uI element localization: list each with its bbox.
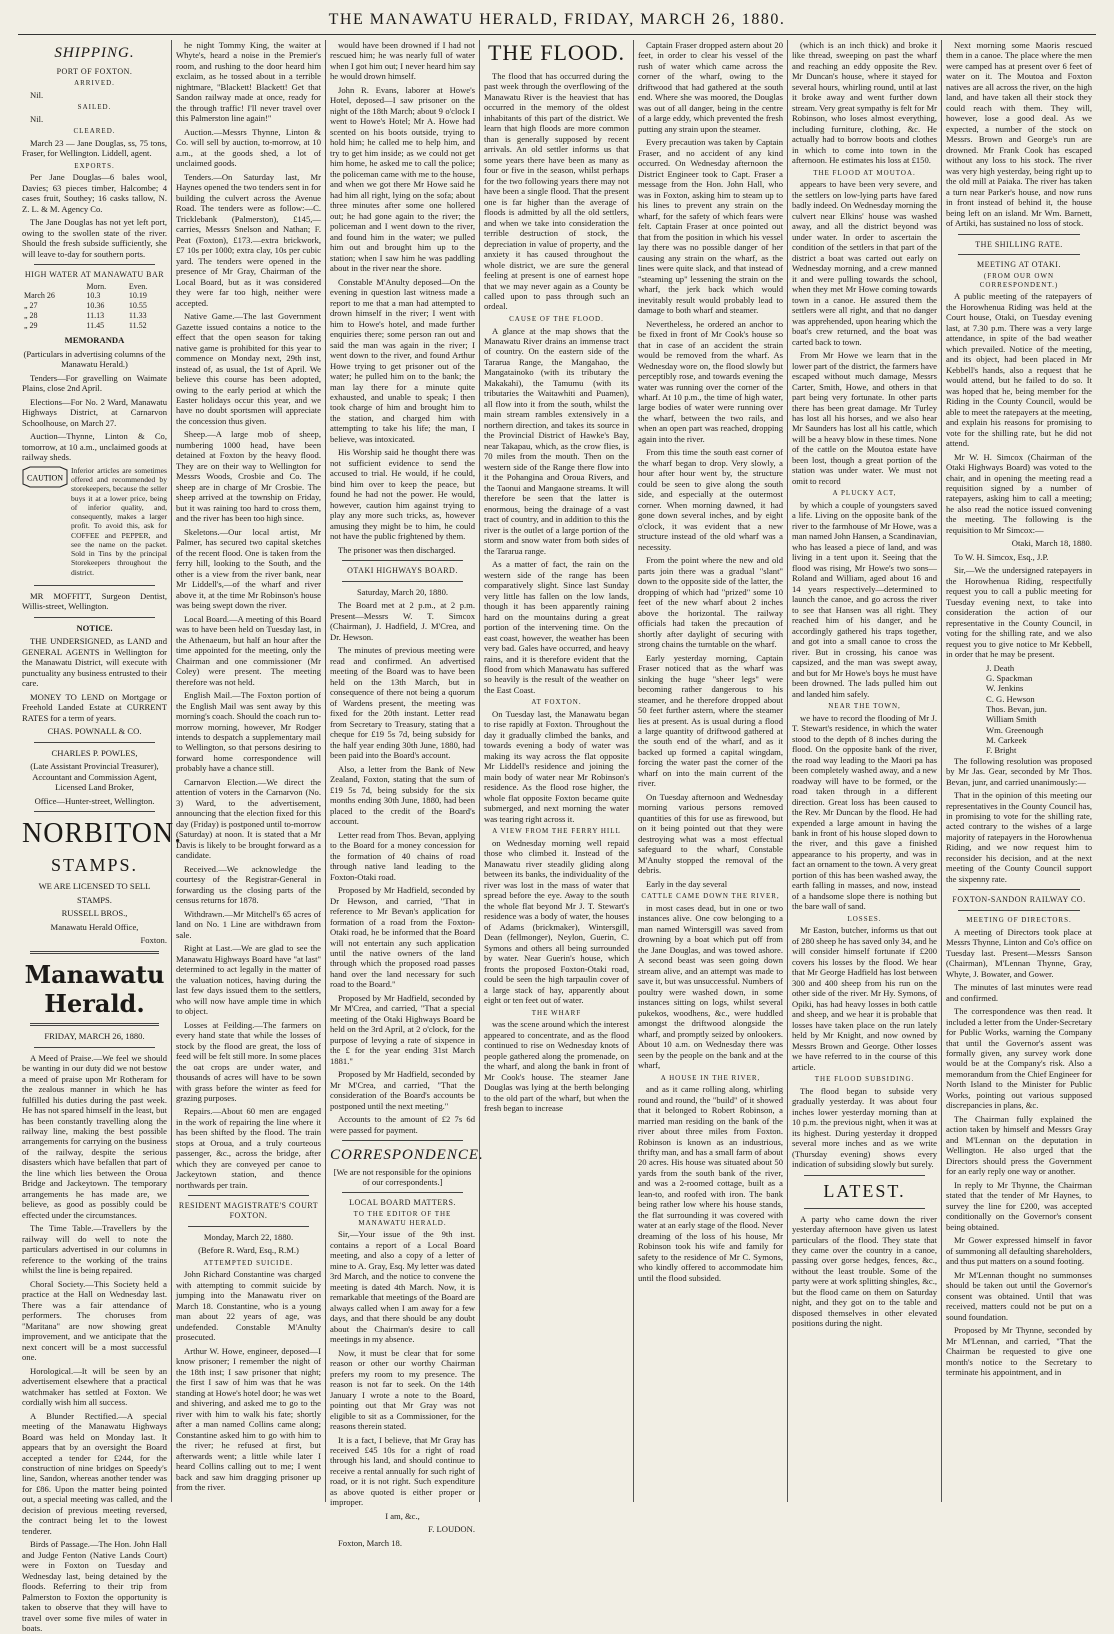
otaki-para: Proposed by Mr Hadfield, seconded by Mr M'Crea, and carried, "That the consideration of the Board's accounts be postponed until the next meeting." [330, 1069, 475, 1111]
shilling-para: The following resolution was proposed by Mr Jas. Gear, seconded by Mr Thos. Bevan, junr, and carried unanimously:— [946, 755, 1092, 787]
wharf-continued: Captain Fraser dropped astern about 20 feet, in order to clear his vessel of the rush of water which came across the corner of the wharf, owing to the driftwood that had gathered at the south end. Where she was moored, the Douglas was out of all danger, being in the centre of a large eddy, which prevented the fresh putting any strain upon the steamer. [638, 40, 783, 134]
otaki-para: Also, a letter from the Bank of New Zealand, Foxton, stating that the sum of £19 5s 7d, being subsidy for the six months ending 30th June, 1880, had been placed to the credit of the Board's account. [330, 763, 475, 827]
letter-sign: I am, &c., [385, 1510, 420, 1521]
railway-para: In reply to Mr Thynne, the Chairman stated that the tender of Mr Haynes, to survey the line for £200, was accepted conditionally on the Governor's consent being obtained. [946, 1179, 1092, 1232]
cleared-heading: CLEARED. [73, 127, 116, 136]
article-carnarvon: Carnarvon Election.—We direct the attention of voters in the Carnarvon (No. 3) Ward, to the advertisement, announcing that the election fixed for this day (Friday) is postponed until to-morrow (Saturday) at noon. It is stated that a Mr Davis is likely to be brought forward as a candidate. [176, 776, 321, 861]
powles-name: CHARLES P. POWLES, [51, 747, 138, 758]
court-title: RESIDENT MAGISTRATE'S COURT FOXTON. [178, 1201, 319, 1221]
caution-ad [22, 466, 167, 580]
latest-heading: LATEST. [823, 1180, 906, 1201]
divider [34, 742, 155, 743]
tide-row [22, 321, 167, 331]
otaki-board-date: Saturday, March 20, 1880. [356, 587, 449, 597]
signatory: F. Bright [986, 745, 1017, 756]
flood-title: THE FLOOD. [487, 40, 626, 65]
signatory-list [946, 663, 1092, 756]
tide-row [22, 291, 167, 301]
tide-header-cell: Even. [128, 281, 148, 291]
railway-para: A meeting of Directors took place at Messrs Thynne, Linton and Co's office on Tuesday last. Present—Messrs Sanson (Chairman), M'Lennan Thynne, Gray, Whyte, J. Bowater, and Gower. [946, 926, 1092, 979]
tide-row [22, 301, 167, 311]
herald-office: Manawatu Herald Office, [50, 921, 139, 932]
subsiding-para: The flood began to subside very gradually yesterday. It was about four inches lower yesterday morning than at 10 p.m. the previous night, when it was at its highest. During yesterday it dropped several more inches and as we write (Thursday evening) shows every indication of subsiding slowly but surely. [792, 1085, 937, 1170]
court-before: (Before R. Ward, Esq., R.M.) [198, 1245, 299, 1256]
arrived-heading: ARRIVED. [74, 79, 115, 88]
letter-place: Foxton, March 18. [338, 1537, 402, 1548]
russell-bros: RUSSELL BROS., [61, 908, 128, 919]
caution-label: CAUTION [27, 473, 63, 483]
railway-para: Proposed by Mr Thynne, seconded by Mr M'Lennan, and carried, "That the Chairman be requested to give one month's notice to the Secretary to terminate his appointment, and in [946, 1325, 1092, 1378]
divider [958, 910, 1080, 911]
court-evans: John R. Evans, laborer at Howe's Hotel, deposed—I saw prisoner on the night of the 18th March; about 9 o'clock I went to Howe's Hotel; Mr A. Howe had scented on his boots outside, trying to hold him; he called me to help him, and try to get him inside; as we could not get him home, he asked me to call the police; the policeman came with me to the house, and when we got there Mr Howe said he had him all right, lying on the sofa; about three minutes after some one hollered out; he had gone again to the river; the policeman and I went down to the river, and found him in the water; we pulled him out and brought him up to the station; when I saw him he was paddling about in the river near the shore. [330, 84, 475, 274]
wharf-para: Every precaution was taken by Captain Fraser, and no accident of any kind occurred. On Wednesday afternoon the District Engineer took to Capt. Fraser a message from the Hon. John Hall, who was in Foxton, asking him to steam up to his lines to prevent any strain on the wharf, for the safety of which fears were felt. Captain Fraser at once pointed out that from the position in which his vessel lay there was no possible danger of her causing any strain on the wharf, as the lines were quite slack, and that instead of "steaming up" lessening the strain on the wharf, the jerk back which would inevitably result would probably lead to damage to both wharf and steamer. [638, 137, 783, 316]
court-date: Monday, March 22, 1880. [203, 1231, 294, 1242]
cattle-heading: CATTLE CAME DOWN THE RIVER, [641, 892, 780, 901]
town-para: we have to record the flooding of Mr J. T. Stewart's residence, in which the water stood to the depth of 8 inches during the flood. On the opposite bank of the river, the road way leading to the Maori pa has been completely washed away, and a new roadway will have to be formed, or the road taken through in a different direction. Great loss has been caused to the Rev. Mr Duncan by the flood. He had expended a large amount in having the bank in front of his house sloped down to the river, and this gave a finished appearance to his property, and was in fact an ornament to the town. A very great portion of this has been washed away, the earth falling in masses, and now, instead of a handsome slope there is nothing but the bare wall of sand. [792, 712, 937, 912]
tide-header-row [22, 282, 167, 292]
requisition-to: To W. H. Simcox, Esq., J.P. [954, 551, 1049, 562]
requisition-date: Otaki, March 18, 1880. [1011, 538, 1092, 549]
divider [958, 889, 1080, 890]
signatory: Thos. Bevan, jun. [986, 704, 1047, 714]
plucky-para: by which a couple of youngsters saved a life. Living on the opposite bank of the river to the farmhouse of Mr Howe, was a man named John Hansen, a Scandinavian, who has leased a piece of land, and was living in a tent upon it. Seeing that the flood was rising, Mr Howe's two sons—Roland and William, aged about 16 and 14 years respectively—determined to launch the canoe, and go across the river to see that Hansen was all right. They reached him of his danger, and he accordingly gathered his traps together, and got into a small canoe to cross the river. But in crossing, his canoe was capsized, and the man was swept away, and but for Mr Howe's boys he must have been drowned. The lads pulled him out and landed him safely. [792, 499, 937, 699]
house-heading: A HOUSE IN THE RIVER, [660, 1073, 761, 1082]
letter-para: Now, it must be clear that for some reason or other our worthy Chairman prefers my room to my presence. The reason is not far to seek. On the 14th January I wrote a note to the Board, pointing out that Mr Gray was not eligible to sit as a Commissioner, for the reasons therein stated. [330, 1347, 475, 1432]
cause-para: A glance at the map shows that the Manawatu River drains an immense tract of country. On the eastern side of the Tararua Range, the Mangahao, the Mangatainoko (with its tributary the Makakahi), the Tamumu (with its tributaries the Waitawhiti and Puamen), all flow into it from the south, whilst the main stream rambles extensively in a northern direction, and takes its source in the Provincial District of Hawke's Bay, near Takapau, which, as the crow flies, is 70 miles from the mouth. Then on the western side of the Range there flow into it the Pohangina and Oroua Rivers, and the Taonui and Mangaone streams. It will therefore be seen that the latter is enormous, being the drainage of a vast tract of country, and in addition to this the river is the outlet of a large portion of the storm and snow water from both sides of the Tararua range. [484, 325, 629, 556]
tide-morn: 10.36 [86, 301, 105, 311]
foxton-heading: AT FOXTON. [531, 698, 582, 707]
article-english-mail: English Mail.—The Foxton portion of the English Mail was sent away by this morning's coach. Should the coach run to-morrow morning, however, Mr Rodger intends to despatch a supplementary mail to Wellington, so that persons desiring to forward home correspondence will probably have a chance still. [176, 690, 321, 774]
arrived-nil: Nil. [30, 89, 44, 100]
article-praise: A Meed of Praise.—We feel we should be wanting in our duty did we not bestow a meed of praise upon Mr Rotheram for the zealous manner in which he has fulfilled his duties during the past week. He has not spared himself in the least, but has been constantly travelling along the railway line, making the best possible arrangements for carrying on the business of the railway, despite the serious disasters which have befallen that part of the line which lies between the Oroua Bridge and Jackeytown. The temporary arrangements he has made are, we believe, as good as possibly could be effected under the circumstances. [22, 1052, 167, 1220]
own-correspondent: (FROM OUR OWN CORRESPONDENT.) [979, 272, 1059, 289]
foxton-sign: Foxton. [140, 935, 167, 946]
caution-banner-icon [22, 466, 68, 488]
memoranda-sub: (Particulars in advertising columns of the Manawatu Herald.) [23, 348, 166, 370]
norbiton-heading: NORBITON. [22, 818, 183, 850]
cause-heading: CAUSE OF THE FLOOD. [509, 314, 604, 323]
exports-heading: EXPORTS. [74, 161, 115, 170]
cattle-para: in most cases dead, but in one or two instances alive. One cow belonging to a man named Wintersgill was saved from drowning by a boat which put off from the Jane Douglas, and was towed ashore. A second beast was seen going down stream alive, and an attempt was made to save it, but was unsuccessful. Numbers of poultry were washed down, in some instances sitting on logs, whilst several pukekos, woodhens, &c., were huddled amongst the driftwood alongside the wharf, and promptly seized by onlookers. About 10 a.m. on Wednesday there was seen by the people on the bank and at the wharf, [638, 902, 783, 1071]
letter-para: Sir,—Your issue of the 9th inst. contains a report of a Local Board meeting, and also a copy of a letter of mine to A. Gray, Esq. My letter was dated 3rd March, and the notice to convene the meeting is dated 4th March. Now, it is remarkable that meetings of the Board are always called when I am away for a few days, and that there should be any doubt about the Chairman's desire to call meetings in my absence. [330, 1229, 475, 1345]
moutoa-heading: THE FLOOD AT MOUTOA. [813, 168, 916, 177]
article-native-game: Native Game.—The last Government Gazette issued contains a notice to the effect that the open season for taking native game is prohibited for this year to commence on Monday next, 29th inst, instead of, as usual, the 1st of April. We believe this course has been adopted, owing to the early period at which the Easter holidays occur this year, and we have no doubt sportsmen will appreciate the concession thus given. [176, 311, 321, 426]
article-received: Received.—We acknowledge the courtesy of the Registrar-General in forwarding us the closing parts of the census returns for 1878. [176, 863, 321, 906]
divider [958, 234, 1080, 235]
tide-header-cell [22, 282, 84, 292]
divider [342, 1192, 463, 1193]
notice-text: THE UNDERSIGNED, as LAND and GENERAL AGENTS in Wellington for the Manawatu District, will execute with punctuality any business entrusted to their care. [22, 636, 167, 689]
dateline: FRIDAY, MARCH 26, 1880. [44, 1031, 145, 1042]
town-heading: NEAR THE TOWN, [828, 702, 901, 711]
column-5 [634, 40, 788, 1502]
column-7 [942, 40, 1096, 1502]
signatory: J. Death [986, 662, 1015, 673]
suicide-para-2: Arthur W. Howe, engineer, deposed—I know prisoner; I remember the night of the 18th inst; I saw prisoner that night; the first I saw of him was that he was standing at Howe's hotel door; he was wet and shivering, and asked me to go to the river with him to walk his fate; shortly after a man named Collins came along; Constantine asked him to go with him to the river; he refused at first, but afterwards went; a little while later I heard Collins calling out to me; I went back and saw him dragging prisoner up from the river. [176, 1345, 321, 1493]
column-3 [326, 40, 484, 1548]
ferry-heading: A VIEW FROM THE FERRY HILL [492, 827, 621, 836]
divider [34, 585, 155, 586]
divider [342, 581, 463, 582]
signatory: Wm. Greenough [986, 724, 1044, 735]
article-repairs: Repairs.—About 60 men are engaged in the work of repairing the line where it has been shifted by the flood. The train stops at Oroua, and a truly courteous passenger, &c., across the bridge, after which they are conveyed per canoe to Jackeytown station, and thence northwards per train. [176, 1106, 321, 1190]
moutoa-para: From Mr Howe we learn that in the lower part of the district, the farmers have escaped without much damage, Messrs Carter, Smith, Howe, and others in that part being very fortunate. In other parts there has been great damage. Mr Turley has lost all his horses, and we also hear Mr Saunders has lost all his cattle, which will be a heavy blow in these times. None of the cattle on the Moutoa estate have been lost, though a great portion of the station was under water. We must not omit to record [792, 350, 937, 486]
shilling-rate-title: THE SHILLING RATE. [975, 239, 1063, 249]
signatory: William Smith [986, 714, 1037, 725]
divider [34, 264, 155, 265]
latest-continued: Next morning some Maoris rescued them in a canoe. The place where the men were camped has at present over 6 feet of water on it. The Moutoa and Foxton natives are all across the river, on the high land, and have taken all their stock they could reach with them. They will, however, lose a good deal. As we expected, a number of the stock on Messrs. Brown and George's run are drowned. Mr Frank Cook has escaped without any loss to his stock. The river was very high yesterday, being right up to the old mill at Paiaka. The river has taken a turn near Parker's house, and now runs in front instead of behind it, the house being left on an island. Mr Wm. Barnett, of Artiki, has sustained no loss of stock. [946, 40, 1092, 229]
article-horological: Horological.—It will be seen by an advertisement elsewhere that a practical watchmaker has settled at Foxton. We cordially wish him all success. [22, 1365, 167, 1408]
article-tenders: Tenders.—On Saturday last, Mr Haynes opened the two tenders sent in for building the culvert across the Avenue Road. The tenders were as follow:—C. Tricklebank (Palmerston), £145,—carries, Messrs Snelson and Nathan; F. Peat (Foxton), £173.—extra brickwork, £7 10s per 1000; extra clay, 10s per cubic yard. The tenders were opened in the presence of Mr Gray, Chairman of the Local Board, but as it was considered they were far too high, neither were accepted. [176, 171, 321, 308]
divider [188, 1226, 309, 1227]
shilling-para: Mr W. H. Simcox (Chairman of the Otaki Highways Board) was voted to the chair, and in opening the meeting read a requisition signed by a number of ratepayers, asking him to call a meeting; he also read the notice issued convening the meeting. The following is the requisition to Mr Simcox:— [946, 451, 1092, 535]
ferry-para: on Wednesday morning well repaid those who climbed it. Instead of the Manawatu river steadily gliding along between its banks, the individuality of the river was lost in the mass of water that spread before the eye. Away to the south the whole flat beyond Mr J. T. Stewart's residence was a body of water, the houses of Adams (brickmaker), Wintersgill, Dean (fellmonger), Neylon, Guerin, C. Symons and others all being surrounded by water. Near Guerin's house, which fronts the proposed Foxton-Otaki road, could be seen the high tarpaulin cover of a large stack of hay, apparently about eight or ten feet out of water. [484, 837, 629, 1006]
divider [34, 811, 155, 812]
railway-para: Mr Gower expressed himself in favor of summoning all defaulting shareholders, and thus put matters on a sound footing. [946, 1235, 1092, 1267]
correspondence-note: [We are not responsible for the opinions of our correspondents.] [333, 1166, 472, 1187]
memo-auction: Auction—Thynne, Linton & Co, tomorrow, at 10 a.m., unclaimed goods at railway sheds. [22, 431, 167, 463]
wharf-para: From the point where the new and old parts join there was a gradual "slant" down to the opposite side of the latter, the dropping of which had "prized" some 10 feet of the new wharf about 2 inches above the horizontal. The railway officials had taken the precaution of shortly after daylight of securing with strong chains the turntable on the wharf. [638, 555, 783, 650]
wharf-para: From this time the south east corner of the wharf began to drop. Very slowly, a hour after hour went by, the structure could be seen to give along the south side, and especially at the outermost corner. When morning dawned, it had gone down several inches, and by eight o'clock, it was evident that a new structure instead of the old wharf was a necessity. [638, 447, 783, 552]
letter-para: It is a fact, I believe, that Mr Gray has received £45 10s for a right of road through his land, and should continue to receive a rental annually for such right of road, or it is not right. Such expenditure as above quoted is either proper or improper. [330, 1434, 475, 1508]
article-premier: he night Tommy King, the waiter at Whyte's, heard a noise in the Premier's room, and rushing to the door heard him exclaim, as he tossed about in a terrible nightmare, "Blackett! Blackett! Get that Sandon railway made at once, ready for the through traffic! I'll never travel over this Palmerston line again!" [176, 40, 321, 124]
stamps-heading: STAMPS. [50, 855, 139, 876]
tide-date: „ 29 [24, 320, 38, 330]
otaki-para: The Board met at 2 p.m., at 2 p.m. Present—Messrs W. T. Simcox (Chairman), J. Hadfield, J. M'Crea, and Dr. Hewson. [330, 600, 475, 642]
stamps-sub: STAMPS. [77, 894, 112, 905]
moffitt-ad: MR MOFFITT, Surgeon Dentist, Willis-street, Wellington. [22, 590, 167, 612]
letter-title: LOCAL BOARD MATTERS. [349, 1198, 456, 1208]
otaki-para: Proposed by Mr Hadfield, seconded by Mr M'Crea, and carried, "That a special meeting of the Otaki Highways Board be held on the 3rd April, at 2 o'clock, for the purpose of levying a rate of sixpence in the £ for the year ending 31st March 1881." [330, 992, 475, 1066]
moutoa-para: appears to have been very severe, and the settlers on low-lying parts have fared badly indeed. On Wednesday morning the culvert near Elkins' house was washed away, and all the district beyond was under water. In order to ascertain the condition of the settlers in that part of the district a boat was carted out early on Wednesday morning, and a crew manned it and were pulling towards the school, when they met Mr Howe coming towards town in a canoe. He assured them the settlers were all right, and that no danger was apprehended, upon hearing which the boat's crew returned, and the boat was carted back to town. [792, 179, 937, 347]
article-skeletons: Skeletons.—Our local artist, Mr Palmer, has secured two capital sketches of the recent flood. One is taken from the ferry hill, looking to the South, and the other is a view from the river bank, near Mr Liddell's,—of the wharf and river above it, at the time Mr Robinson's house was being swept down the river. [176, 526, 321, 611]
house-continued: (which is an inch thick) and broke it like thread, sweeping on past the wharf and reaching an eddy opposite the Rev. Mr Duncan's house, where it stayed for several hours, whirling round, until at last it broke away and went further down stream. Very great sympathy is felt for Mr Robinson, who loses almost everything, including furniture, clothing, &c. He actually had to borrow boots and clothes in which to come into town in the afternoon. He estimates his loss at £150. [792, 40, 937, 166]
otaki-para: Accounts to the amount of £2 7s 6d were passed for payment. [330, 1114, 475, 1135]
cause-para: As a matter of fact, the rain on the western side of the range has been comparatively slight. Since last Sunday very little has fallen on the low lands, though it has been apparently raining hard on the mountains during a great portion of the intervening time. On the east coast, however, the weather has been very bad. Gales have occurred, and heavy rains, and it is therefore evident that the flood from which Manawatu has suffered so heavily is the result of the weather on the East Coast. [484, 559, 629, 695]
divider [30, 951, 159, 954]
shilling-resolution: That in the opinion of this meeting our representatives in the County Council has, in promising to vote for the shilling rate, acted contrary to the wishes of a large majority of ratepayers in the Horowhenua Riding, and we now request him to reconsider his decision, and at the next meeting of the County Council support the sixpenny rate. [946, 790, 1092, 884]
court-discharged: The prisoner was then discharged. [338, 544, 456, 555]
column-4 [480, 40, 634, 1502]
sailed-nil: Nil. [30, 113, 44, 124]
shipping-title: SHIPPING. [54, 45, 135, 61]
subsiding-heading: THE FLOOD SUBSIDING. [814, 1075, 915, 1084]
article-losses: Losses at Feilding.—The farmers on every hand state that while the losses of stock by the flood are great, the loss of feed will be felt still more. In some places the oat crops are under water, and thousands of acres will have to be sown with grass before the winter as feed for grazing purposes. [176, 1019, 321, 1103]
licensed-text: WE ARE LICENSED TO SELL [38, 881, 151, 892]
signatory: W. Jenkins [986, 683, 1024, 694]
newspaper-flag: Manawatu Herald. [24, 959, 165, 1018]
court-worship: His Worship said he thought there was not sufficient evidence to send the accused to trial. He would, if he could, bind him over to keep the peace, but found he had not the power. He would, however, caution him against trying to play any more such tricks, as, however amusing they might be to him, he could not have the public frightened by them. [330, 447, 475, 542]
article-time-table: The Time Table.—Travellers by the railway will do well to note the particulars advertised in our columns in reference to the working of the trains whilst the line is being repaired. [22, 1223, 167, 1276]
divider [804, 1175, 925, 1176]
plucky-heading: A PLUCKY ACT, [832, 489, 897, 498]
otaki-para: Proposed by Mr Hadfield, seconded by Dr Hewson, and carried, "That in reference to Mr Bevan's application for formation of a road from the Foxton-Otaki road, he be informed that the Board will not entertain any such application until the native owners of the land through which the proposed road passes hand over the land necessary for such road to the Board." [330, 885, 475, 990]
divider [804, 1208, 925, 1209]
tide-even: 10.55 [128, 301, 147, 311]
signatory: M. Carkeek [986, 734, 1027, 745]
memo-elections: Elections—For No. 2 Ward, Manawatu Highways District, at Carnarvon Schoolhouse, on March 27. [22, 396, 167, 428]
signatory: C. G. Hewson [986, 693, 1035, 704]
exports-text: Per Jane Douglas—6 bales wool, Davies; 63 pieces timber, Halcombe; 4 cases fruit, Southey; 16 casks tallow, N. Z. L. & M. Agency Co. [22, 172, 167, 214]
caution-text: Inferior articles are sometimes offered and recommended by storekeepers, because the seller buys it at a lower price, being of inferior quality, and, consequently, makes a larger profit. To avoid this, ask for COFFEE and PEPPER, and see the name on the packet. Sold in Tins by the principal Storekeepers throughout the district. [71, 465, 167, 577]
divider [342, 1140, 463, 1141]
powles-sub: (Late Assistant Provincial Treasurer), Accountant and Commission Agent, Licensed Land Broker, [30, 761, 159, 793]
article-auction: Auction.—Messrs Thynne, Linton & Co. will sell by auction, to-morrow, at 10 a.m., at the goods shed, a lot of unclaimed goods. [176, 126, 321, 169]
suicide-para-1: John Richard Constantine was charged with attempting to commit suicide by jumping into the Manawatu river on March 18. Constantine, who is a young man about 22 years of age, was undefended. Constable M'Anulty prosecuted. [176, 1269, 321, 1343]
flood-intro: The flood that has occurred during the past week through the overflowing of the Manawatu River is the heaviest that has occurred in the memory of the oldest inhabitants of this part of the district. We learn that high floods are more common than is generally supposed by recent arrivals. An old settler informs us that some years there have been as many as four or five in the season, whilst perhaps for the two following years there may not have been a single flood. That the present one is far higher than the average of floods is admitted by all the old settlers, and when we take into consideration the terrible destruction of stock, the depreciation in value of property, and the anxiety it has caused throughout the whole district, we are sure the general feeling at present is one of earnest hope that we may never again as a County be called upon to pass through such an ordeal. [484, 70, 629, 312]
divider [34, 1047, 155, 1048]
otaki-meeting-heading: MEETING AT OTAKI. [977, 260, 1061, 270]
notice-title: NOTICE. [76, 622, 113, 633]
divider [188, 1195, 309, 1196]
money-text: MONEY TO LEND on Mortgage or Freehold Landed Estate at CURRENT RATES for a term of years. [22, 691, 167, 723]
court-maculty: Constable M'Anulty deposed—On the evening in question last witness made a report to me that a man had attempted to drown himself in the river; I went with him to Howe's hotel, and made further enquiries there; some person ran out and said the man was again in the river; I went down to the river, and found Arthur Howe trying to get prisoner out of the water; he pulled him on to the bank; the man lay there for a minute quite exhausted, and unable to speak; I then took charge of him and brought him to the station, and charged him with attempting to take his life; the man, I believe, was intoxicated. [330, 276, 475, 444]
house-para: and as it came rolling along, whirling round and round, the "build" of it showed that it belonged to Robert Robinson, a married man residing on the bank of the river about three miles from Foxton. Robinson is known as an industrious, thrifty man, and has a small farm of about 20 acres. His house was situated about 50 yards from the south bank of the river, and was a 2-roomed cottage, built as a lean-to, and roofed with iron. The bank being rather low where his house stands, the flat surrounding it was covered with water at an early stage of the flood. Never dreaming of the loss of his house, Mr Robinson took his wife and family for safety to the residence of Mr C. Symons, who kindly offered to accommodate him until the flood subsided. [638, 1084, 783, 1283]
divider [958, 254, 1080, 255]
tide-even: 11.52 [128, 320, 147, 330]
otaki-board-title: OTAKI HIGHWAYS BOARD. [347, 566, 458, 576]
railway-para: Mr M'Lennan thought no summonses should be taken out until the Governor's consent was obtained. Until that was received, matters could not be put on a sound foundation. [946, 1269, 1092, 1322]
article-choral: Choral Society.—This Society held a practice at the Hall on Wednesday last. There was a fair attendance of performers. The choruses from "Maritana" are now showing great improvement, and we anticipate that the next concert will be a most successful one. [22, 1278, 167, 1363]
firm-name: CHAS. POWNALL & CO. [47, 726, 142, 737]
article-blunder: A Blunder Rectified.—A special meeting of the Manawatu Highways Board was held on Monday last. It appears that by an oversight the Board accepted a tender for £244, for the construction of nine bridges on Speedy's line, Sandon, whereas another tender was for £86. Upon the matter being pointed out, a special meeting was called, and the decision of previous meeting reversed, the contract being let to the lowest tenderer. [22, 1410, 167, 1536]
wharf-para: Nevertheless, he ordered an anchor to be fixed in front of Mr Cook's house so that in case of an accident the strain would be removed from the wharf. As Wednesday wore on, the flood slowly but perceptibly rose, and towards evening the water was running over the corner of the wharf. At 10 p.m., the time of high water, large bodies of water were running over the wharf, between the two rails, and when an open part was reached, dropping again into the river. [638, 318, 783, 444]
railway-para: The correspondence was then read. It included a letter from the Under-Secretary for Public Works, warning the Company that until the Governor's assent was formally given, any survey work done would be at the Company's risk. Also a memorandum from the Chief Engineer for North Island to the Minister for Public Works, pointing out various supposed discrepancies in plans, &c. [946, 1006, 1092, 1111]
otaki-para: The minutes of previous meeting were read and confirmed. An advertised meeting of the Board was to have been held on the 13th March, but in consequence of there not being a quorum of Wardens present, the meeting was fixed for the 20th instant. Letter read from Secretary to Treasury, stating that a cheque for £19 5s 7d, being subsidy for the half year ending 30th June, 1880, had been paid into the Board's account. [330, 645, 475, 761]
signatory: G. Spackman [986, 673, 1033, 684]
divider [30, 1023, 159, 1026]
column-2 [172, 40, 326, 1502]
court-case: ATTEMPTED SUICIDE. [203, 1258, 294, 1267]
tide-morn: 11.13 [86, 310, 105, 320]
wharf-para: was the scene around which the interest appeared to concentrate, and as the flood continued to rise on Wednesday knots of people gathered along the promenade, on the wharf, and along the bank in front of Mr Cook's house. The steamer Jane Douglas was lying at the berth belonging to the old part of the wharf, but when the fresh began to increase [484, 1019, 629, 1113]
railway-para: The Chairman fully explained the action taken by himself and Messrs Gray and M'Lennan on the deputation in Wellington. He also urged that the Directors should press the Government for an early reply one way or another. [946, 1113, 1092, 1177]
columns [18, 40, 1096, 1634]
losses-para: Mr Easton, butcher, informs us that out of 280 sheep he has saved only 34, and he will consider himself fortunate if £200 covers his losses by the flood. We hear that Mr George Hadfield has lost between 300 and 400 sheep from his run on the other side of the river. Mr Hy. Symons, of Opiki, has had heavy losses in both cattle and sheep, and we hear it is probable that losses have taken place on the run lately held by Mr Knight, and now owned by Messrs Brown and George. Other losses we have referred to in the course of this article. [792, 925, 937, 1072]
railway-title: FOXTON-SANDON RAILWAY CO. [952, 895, 1086, 905]
tide-date: „ 27 [24, 301, 38, 311]
court-continued: would have been drowned if I had not rescued him; he was nearly full of water when I got him out; I never heard him say he would drown himself. [330, 40, 475, 82]
sailed-heading: SAILED. [77, 103, 112, 112]
article-right-at-last: Right at Last.—We are glad to see the Manawatu Highways Board have "at last" determined to act legally in the matter of the valuation notices, having during the last few days issued them to the settlers, who will now have ample time in which to object. [176, 943, 321, 1017]
article-withdrawn: Withdrawn.—Mr Mitchell's 65 acres of land on No. 1 Line are withdrawn from sale. [176, 908, 321, 940]
column-6 [788, 40, 942, 1502]
cleared-text: March 23 — Jane Douglas, ss, 75 tons, Fraser, for Wellington. Liddell, agent. [22, 137, 167, 159]
tide-header-cell: Morn. [86, 281, 107, 291]
tide-even: 11.33 [128, 310, 147, 320]
tide-even: 10.19 [128, 291, 147, 301]
losses-heading: LOSSES. [847, 914, 882, 923]
otaki-para: Letter read from Thos. Bevan, applying to the Board for a money concession for the formation of 40 chains of road through native land leading to the Foxton-Otaki road. [330, 829, 475, 882]
tide-date: „ 28 [24, 310, 38, 320]
article-sheep: Sheep.—A large mob of sheep, numbering 1000 head, have been detained at Foxton by the heavy flood. They are on their way to Wellington for Messrs Woods, Crosbie and Co. The sheep are in charge of Mr Crosbie. The sheep arrived at the township on Friday, but it was raining too hard to cross them, and the river has been too high since. [176, 429, 321, 524]
tide-date: March 26 [24, 291, 55, 301]
powles-office: Office—Hunter-street, Wellington. [34, 795, 155, 806]
article-birds: Birds of Passage.—The Hon. John Hall and Judge Fenton (Native Lands Court) were in Foxton on Tuesday and Wednesday last, being detained by the floods. Referring to their trip from Palmerston to Foxton the opportunity is taken to observe that they will have to travel over some five miles of water in boats. [22, 1539, 167, 1634]
column-1 [18, 40, 183, 1634]
memo-tenders: Tenders—For gravelling on Waimate Plains, close 2nd April. [22, 372, 167, 394]
requisition-text: Sir,—We the undersigned ratepayers in the Horowhenua Riding, respectfully request you to call a public meeting for Tuesday evening next, to take into consideration the action of our representative in the County Council, in voting for the shilling rate, and we also request you to give notice to Mr Kebbell, in order that he may be present. [946, 565, 1092, 660]
divider [342, 560, 463, 561]
railway-para: The minutes of last minutes were read and confirmed. [946, 982, 1092, 1003]
masthead: THE MANAWATU HERALD, FRIDAY, MARCH 26, 1880. [328, 11, 786, 28]
wharf-para: Early yesterday morning, Captain Fraser noticed that as the wharf was sinking the huge "sheer legs" were becoming rather dangerous to his steamer, and he therefore dropped about 50 feet further astern, where the steamer lies at present. As is usual during a flood a large quantity of driftwood gathered at the south end of the wharf, and as it backed up formed a capital wingdam, forcing the water past the corner of the wharf on into the main current of the river. [638, 652, 783, 789]
shilling-para: A public meeting of the ratepayers of the Horowhenua Riding was held at the Court house, Otaki, on Tuesday evening last, at 7.30 p.m. There was a very large attendance, in spite of the bad weather which prevailed. Notice of the meeting, and its object, had been placed in Mr Kebbell's hands, also a request that he would attend, but he failed to do so. It was hoped that he, being member for the Riding in the County Council, would be able to meet the ratepayers at the meeting, and explain his reasons for promising to vote for the shilling rate, but he did not attend. [946, 291, 1092, 449]
memoranda-title: MEMORANDA [64, 335, 125, 346]
tide-row [22, 311, 167, 321]
correspondence-title: CORRESPONDENCE. [330, 1147, 484, 1164]
tide-title: HIGH WATER AT MANAWATU BAR [24, 269, 165, 279]
wharf-para: Early in the day several [646, 878, 728, 889]
masthead-rule [18, 34, 1096, 35]
divider [34, 617, 155, 618]
article-local-board: Local Board.—A meeting of this Board was to have been held on Tuesday last, in the Athenaeum, but half an hour after the time appointed for the meeting, only the Chairman and one commissioner (Mr Coley) were present. The meeting therefore was not held. [176, 613, 321, 687]
latest-para: A party who came down the river yesterday afternoon have given us latest particulars of the flood. They state that they came over the country in a canoe, passing over gorse hedges, fences, &c., without the least trouble. Some of the party were at work splitting shingles, &c., but the flood came on them on Saturday night, and they got on to the table and disposed themselves in other elevated positions during the night. [792, 1213, 937, 1329]
letter-name: F. LOUDON. [428, 1524, 475, 1535]
tide-table [22, 282, 167, 331]
tide-morn: 10.3 [86, 291, 101, 301]
tide-morn: 11.45 [86, 320, 105, 330]
letter-to: TO THE EDITOR OF THE MANAWATU HERALD. [353, 1210, 452, 1227]
wharf-para: On Tuesday afternoon and Wednesday morning various persons removed quantities of this for use as firewood, but on it being pointed out that they were destroying what was a most effectual safeguard to the wharf, Constable M'Anulty stopped the removal of the debris. [638, 791, 783, 876]
jane-douglas-note: The Jane Douglas has not yet left port, owing to the swollen state of the river. Should the fresh subside sufficiently, she will leave to-day for southern ports. [22, 217, 167, 259]
wharf-heading: THE WHARF [531, 1008, 582, 1017]
directors-heading: MEETING OF DIRECTORS. [966, 916, 1072, 925]
foxton-para: On Tuesday last, the Manawatu began to rise rapidly at Foxton. Throughout the day it gradually climbed the banks, and towards evening a body of water was making its way across the flat opposite Mr Liddell's residence and joining the main body of water near Mr Robinson's residence. As the flood rose higher, the whole flat opposite Foxton became quite submerged, and next morning the water was tearing right across it. [484, 708, 629, 824]
port-heading: PORT OF FOXTON. [56, 67, 133, 77]
